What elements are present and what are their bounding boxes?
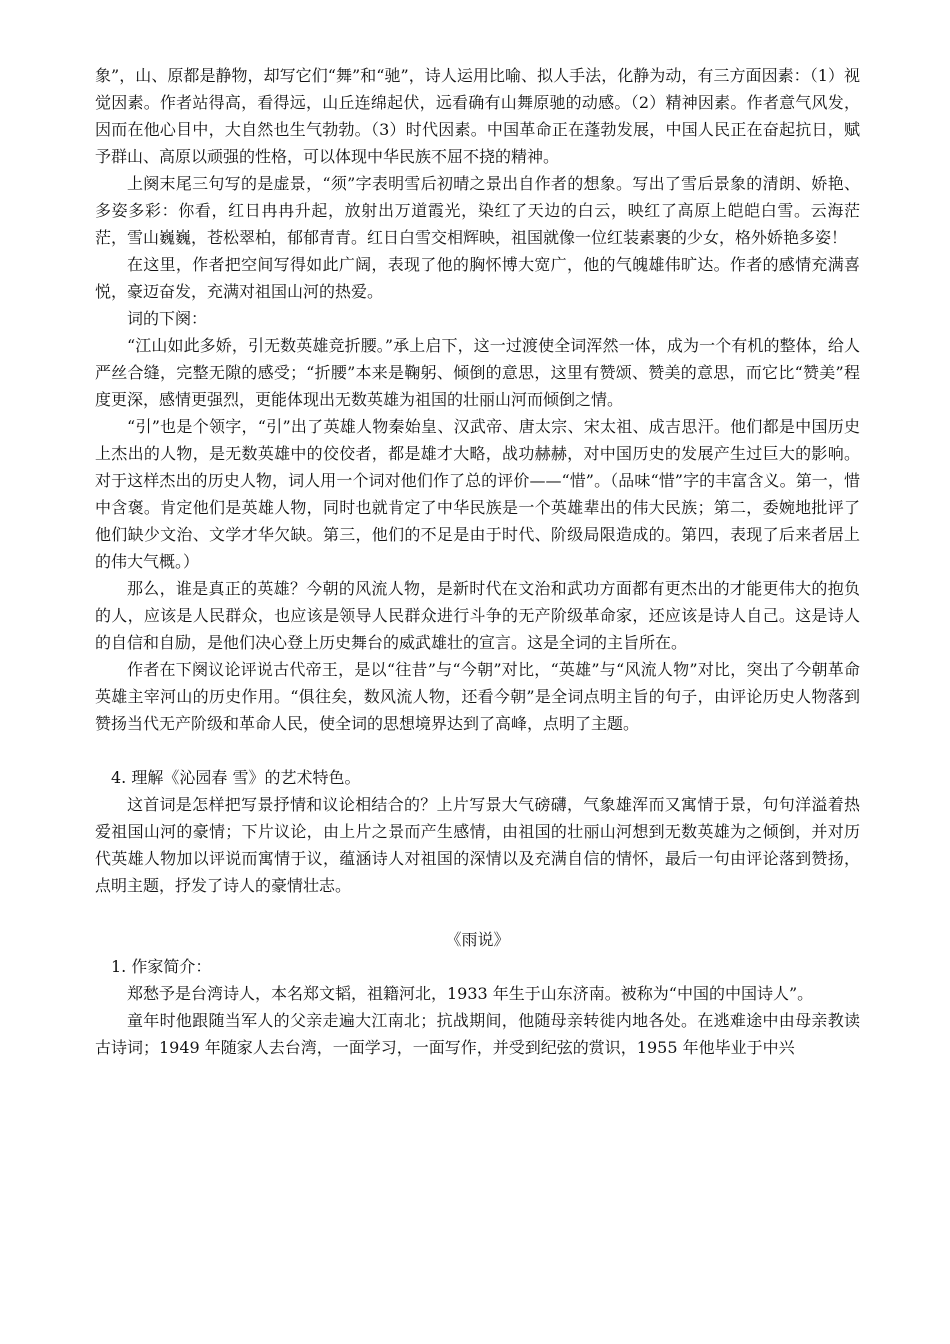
section4-body: 这首词是怎样把写景抒情和议论相结合的？上片写景大气磅礴，气象雄浑而又寓情于景，句句洋溢着热爱祖国山河的豪情；下片议论，由上片之景而产生感情，由祖国的壮丽山河想到无数英雄为之倾倒，并对历代英雄人物加以评说而寓情于议，蕴涵诗人对祖国的深情以及充满自信的情怀，最后一句由评论落到赞扬，点明主题，抒发了诗人的豪情壮志。 <box>95 795 860 895</box>
yushuo-title: 《雨说》 <box>445 930 510 949</box>
paragraph-transition: “江山如此多娇，引无数英雄竞折腰。”承上启下，这一过渡使全词浑然一体，成为一个有机的整体，给人严丝合缝，完整无隙的感受；“折腰”本来是鞠躬、倾倒的意思，这里有赞颂、赞美的意思，而它比“赞美”程度更深，感情更强烈，更能体现出无数英雄为祖国的壮丽山河而倾倒之情。 <box>95 336 860 409</box>
paragraph-true-hero: 那么，谁是真正的英雄？今朝的风流人物，是新时代在文治和武功方面都有更杰出的才能更伟大的抱负的人，应该是人民群众，也应该是领导人民群众进行斗争的无产阶级革命家，还应该是诗人自己。这是诗人的自信和自励，是他们决心登上历史舞台的威武雄壮的宣言。这是全词的主旨所在。 <box>95 579 860 652</box>
section4-heading: 4. 理解《沁园春 雪》的艺术特色。 <box>111 768 361 787</box>
yushuo-author-heading: 1. 作家简介： <box>111 957 212 976</box>
paragraph-comparison: 作者在下阕议论评说古代帝王，是以“往昔”与“今朝”对比，“英雄”与“风流人物”对比，突出了今朝革命英雄主宰河山的历史作用。“俱往矣，数风流人物，还看今朝”是全词点明主旨的句子，由评论历史人物落到赞扬当代无产阶级和革命人民，使全词的思想境界达到了高峰，点明了主题。 <box>95 660 860 733</box>
paragraph-causes: 象”，山、原都是静物，却写它们“舞”和“驰”，诗人运用比喻、拟人手法，化静为动，有三方面因素：（1）视觉因素。作者站得高，看得远，山丘连绵起伏，远看确有山舞原驰的动感。（2）精神因素。作者意气风发，因而在他心目中，大自然也生气勃勃。（3）时代因素。中国革命正在蓬勃发展，中国人民正在奋起抗日，赋予群山、高原以顽强的性格，可以体现中华民族不屈不挠的精神。 <box>95 66 860 166</box>
section-spacer <box>95 737 860 764</box>
paragraph-space-description: 在这里，作者把空间写得如此广阔，表现了他的胸怀博大宽广，他的气魄雄伟旷达。作者的感情充满喜悦，豪迈奋发，充满对祖国山河的热爱。 <box>95 255 860 301</box>
paragraph-heroes: “引”也是个领字，“引”出了英雄人物秦始皇、汉武帝、唐太宗、宋太祖、成吉思汗。他们都是中国历史上杰出的人物，是无数英雄中的佼佼者，都是雄才大略，战功赫赫，对中国历史的发展产生过巨大的影响。对于这样杰出的历史人物，词人用一个词对他们作了总的评价——“惜”。（品味“惜”字的丰富含义。第一，惜中含褒。肯定他们是英雄人物，同时也就肯定了中华民族是一个英雄辈出的伟大民族；第二，委婉地批评了他们缺少文治、文学才华欠缺。第三，他们的不足是由于时代、阶级局限造成的。第四，表现了后来者居上的伟大气概。） <box>95 417 860 571</box>
yushuo-author-paragraph-1: 郑愁予是台湾诗人，本名郑文韬，祖籍河北，1933 年生于山东济南。被称为“中国的中国诗人”。 <box>127 984 814 1003</box>
paragraph-upper-stanza-ending: 上阕末尾三句写的是虚景，“须”字表明雪后初晴之景出自作者的想象。写出了雪后景象的清朗、娇艳、多姿多彩：你看，红日冉冉升起，放射出万道霞光，染红了天边的白云，映红了高原上皑皑白雪。云海茫茫，雪山巍巍，苍松翠柏，郁郁青青。红日白雪交相辉映，祖国就像一位红装素裹的少女，格外娇艳多姿！ <box>95 174 860 247</box>
section-spacer <box>95 899 860 926</box>
paragraph-lower-stanza-label: 词的下阕： <box>127 309 208 328</box>
yushuo-author-paragraph-2: 童年时他跟随当军人的父亲走遍大江南北；抗战期间，他随母亲转徙内地各处。在逃难途中由母亲教读古诗词；1949 年随家人去台湾，一面学习，一面写作，并受到纪弦的赏识，1955 年他毕业于中兴 <box>95 1011 860 1057</box>
text-column <box>95 62 860 1061</box>
